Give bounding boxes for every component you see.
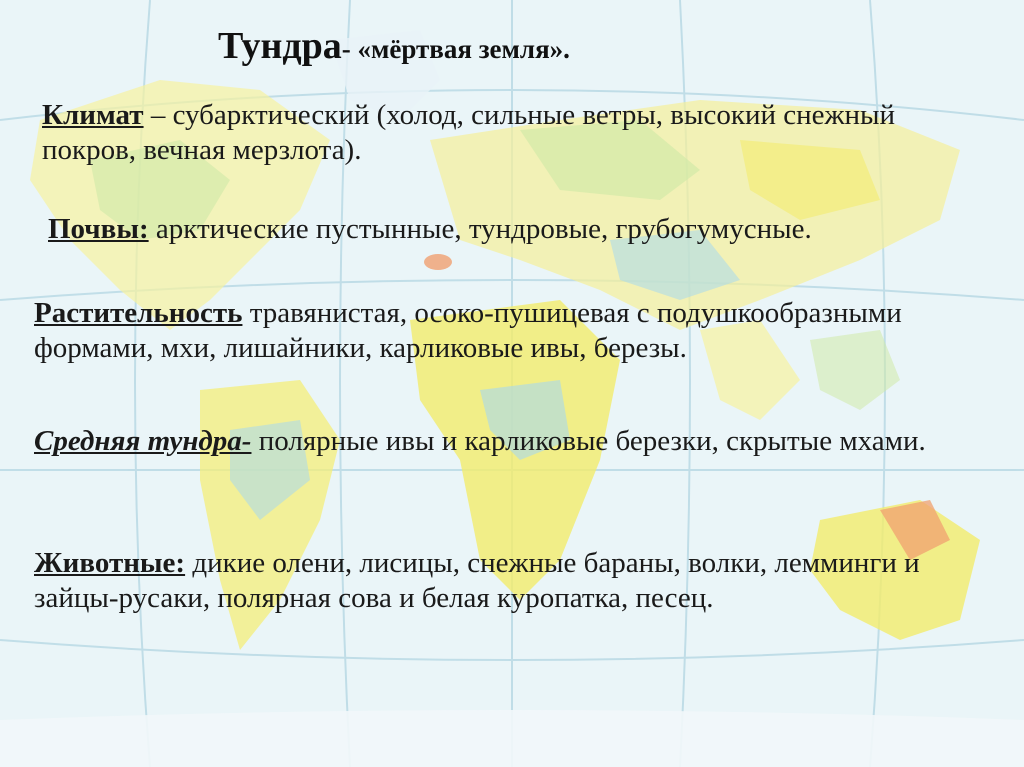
soils-paragraph: [48, 212, 988, 247]
vegetation-label: Растительность: [34, 297, 243, 329]
middle-tundra-paragraph: [34, 424, 994, 459]
soils-label: Почвы:: [48, 213, 149, 245]
slide-title: [218, 24, 570, 68]
climate-text: – субарктический (холод, сильные ветры, высокий снежный покров, вечная мерзлота).: [42, 99, 896, 166]
title-main: Тундра: [218, 25, 342, 67]
climate-label: Климат: [42, 99, 144, 131]
vegetation-text: травянистая, осоко-пушицевая с подушкообразными формами, мхи, лишайники, карликовые ивы, березы.: [34, 297, 902, 364]
vegetation-paragraph: [34, 296, 994, 366]
animals-label: Животные:: [34, 547, 186, 579]
animals-text: дикие олени, лисицы, снежные бараны, волки, лемминги и зайцы-русаки, полярная сова и белая куропатка, песец.: [34, 547, 920, 614]
soils-text: арктические пустынные, тундровые, грубогумусные.: [148, 213, 812, 245]
title-subtitle: - «мёртвая земля».: [341, 34, 570, 64]
middle-tundra-label: Средняя тундра-: [34, 425, 252, 457]
middle-tundra-text: полярные ивы и карликовые березки, скрытые мхами.: [251, 425, 926, 457]
animals-paragraph: [34, 546, 984, 616]
climate-paragraph: [42, 98, 922, 168]
